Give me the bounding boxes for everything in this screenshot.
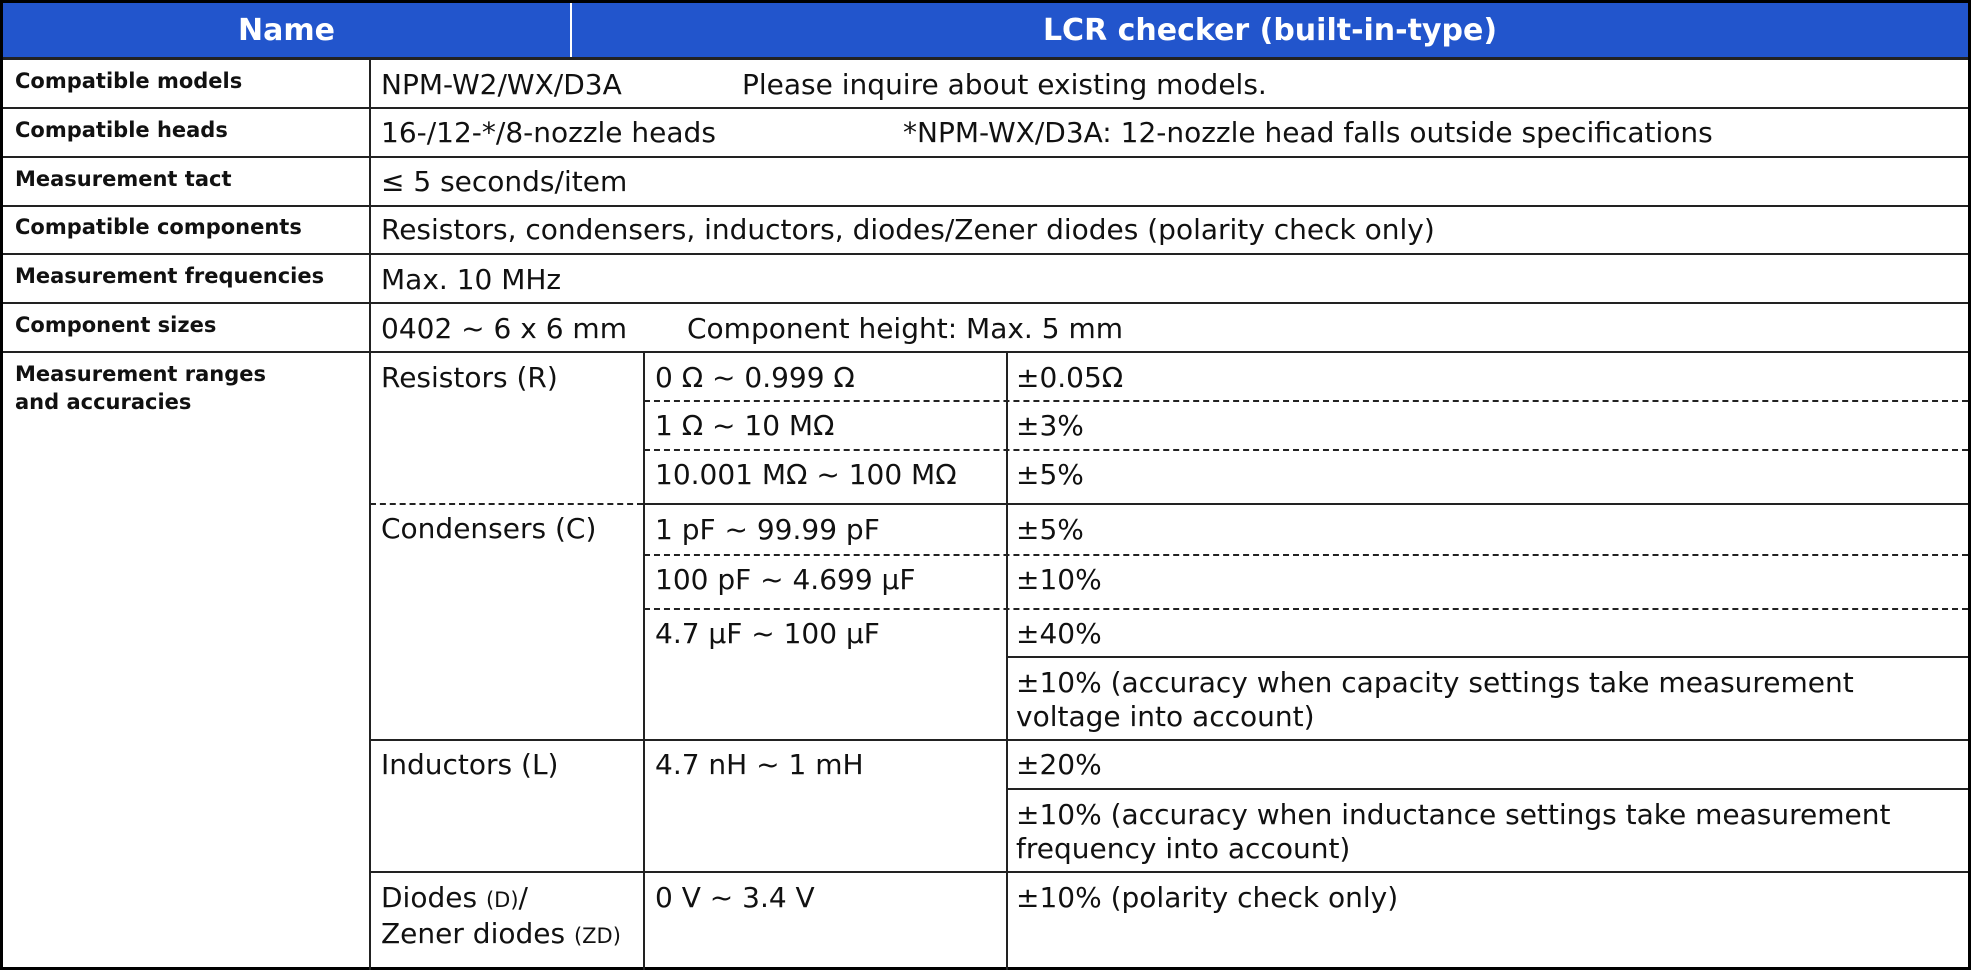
category-condensers: Condensers (C) [381, 512, 597, 545]
accuracy-condensers-3: ±40% [1016, 617, 1102, 650]
row-divider [3, 253, 1968, 255]
accuracy-condensers-2: ±10% [1016, 563, 1102, 596]
label-compatible-heads: Compatible heads [15, 118, 228, 142]
value-measurement-frequencies: Max. 10 MHz [381, 263, 562, 296]
range-resistors-2: 1 Ω ~ 10 MΩ [655, 409, 835, 442]
column-divider-category [643, 352, 645, 970]
range-condensers-1: 1 pF ~ 99.99 pF [655, 513, 880, 546]
accuracy-condensers-3-alt: ±10% (accuracy when capacity settings take measurement voltage into account) [1016, 666, 1854, 733]
dashed-divider [644, 554, 1968, 556]
row-divider [1007, 788, 1968, 790]
row-divider [3, 351, 1968, 353]
range-diodes: 0 V ~ 3.4 V [655, 881, 815, 914]
label-measurement-line1: Measurement ranges [15, 362, 267, 386]
accuracy-resistors-2: ±3% [1016, 409, 1084, 442]
column-divider-range [1006, 352, 1008, 970]
row-divider [1007, 656, 1968, 658]
label-measurement-tact: Measurement tact [15, 167, 232, 191]
category-diodes [381, 881, 621, 953]
note-compatible-models: Please inquire about existing models. [742, 68, 1267, 101]
value-compatible-heads: 16-/12-*/8-nozzle heads [381, 116, 716, 149]
value-compatible-components: Resistors, condensers, inductors, diodes/Zener diodes (polarity check only) [381, 213, 1435, 246]
header-product-label: LCR checker (built-in-type) [1042, 13, 1498, 48]
label-component-sizes: Component sizes [15, 313, 217, 337]
label-measurement-ranges [15, 360, 266, 416]
label-measurement-line2: and accuracies [15, 390, 192, 414]
column-divider-label [369, 58, 371, 970]
row-divider [3, 302, 1968, 304]
accuracy-inductors-alt: ±10% (accuracy when inductance settings take measurement frequency into account) [1016, 798, 1891, 865]
dashed-divider [644, 449, 1968, 451]
row-divider [370, 739, 1968, 741]
accuracy-resistors-3: ±5% [1016, 458, 1084, 491]
header-name-label: Name [238, 13, 335, 48]
dashed-divider [644, 400, 1968, 402]
accuracy-resistors-1: ±0.05Ω [1016, 361, 1124, 394]
label-compatible-models: Compatible models [15, 69, 243, 93]
row-divider [3, 156, 1968, 158]
range-condensers-3: 4.7 µF ~ 100 µF [655, 617, 880, 650]
label-measurement-frequencies: Measurement frequencies [15, 264, 325, 288]
range-resistors-1: 0 Ω ~ 0.999 Ω [655, 361, 855, 394]
range-inductors: 4.7 nH ~ 1 mH [655, 748, 864, 781]
row-divider [370, 871, 1968, 873]
category-diodes-line2: Zener diodes (ZD) [381, 917, 621, 950]
category-inductors: Inductors (L) [381, 748, 559, 781]
value-component-sizes: 0402 ~ 6 x 6 mm [381, 312, 627, 345]
note-component-sizes: Component height: Max. 5 mm [687, 312, 1123, 345]
accuracy-inductors: ±20% [1016, 748, 1102, 781]
dashed-divider [644, 608, 1968, 610]
row-divider [3, 107, 1968, 109]
header-product-cell [572, 3, 1968, 58]
value-compatible-models: NPM-W2/WX/D3A [381, 68, 622, 101]
dashed-divider-category [370, 503, 643, 505]
row-divider [3, 205, 1968, 207]
accuracy-condensers-1: ±5% [1016, 513, 1084, 546]
accuracy-diodes: ±10% (polarity check only) [1016, 881, 1399, 914]
category-diodes-line1: Diodes (D)/ [381, 881, 528, 914]
range-resistors-3: 10.001 MΩ ~ 100 MΩ [655, 458, 957, 491]
note-compatible-heads: *NPM-WX/D3A: 12-nozzle head falls outside specifications [903, 116, 1713, 149]
label-compatible-components: Compatible components [15, 215, 302, 239]
header-name-cell [3, 3, 572, 58]
category-resistors: Resistors (R) [381, 361, 558, 394]
value-measurement-tact: ≤ 5 seconds/item [381, 165, 628, 198]
header-divider [3, 57, 1968, 60]
row-divider [644, 503, 1968, 505]
range-condensers-2: 100 pF ~ 4.699 µF [655, 563, 916, 596]
